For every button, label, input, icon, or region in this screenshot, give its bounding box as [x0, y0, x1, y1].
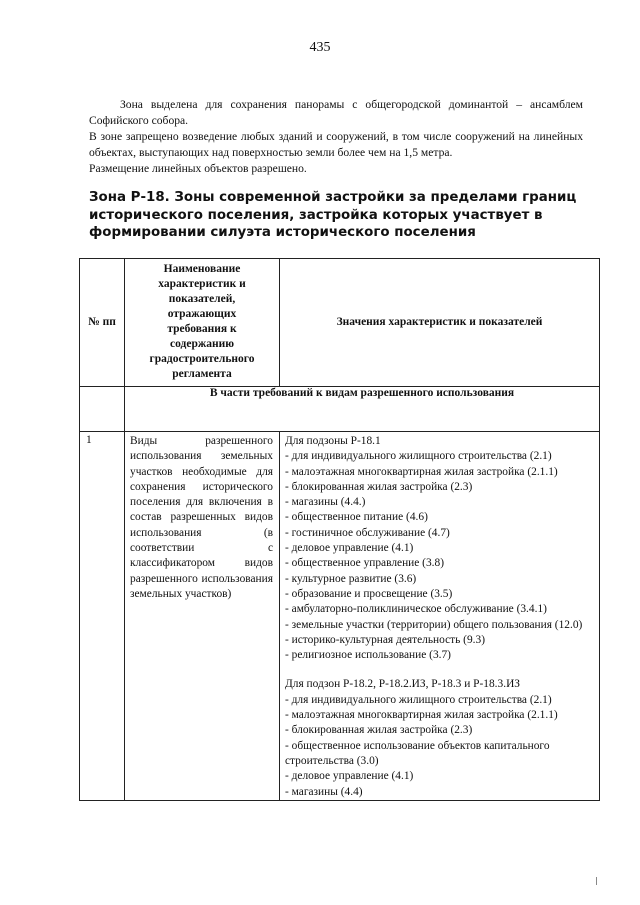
group1-list	[285, 449, 595, 663]
table-header-row	[80, 259, 600, 387]
zone-title: Зона Р-18. Зоны современной застройки за пределами границ исторического поселения, застройка которых участвует в формировании силуэта исторического поселения	[89, 190, 577, 240]
list-item: - религиозное использование (3.7)	[285, 649, 451, 662]
scan-mark	[596, 877, 597, 885]
list-item: - малоэтажная многоквартирная жилая застройка (2.1.1)	[285, 465, 558, 478]
row-number: 1	[80, 432, 125, 801]
list-item: - образование и просвещение (3.5)	[285, 587, 453, 600]
list-item: - деловое управление (4.1)	[285, 542, 414, 555]
section-empty-cell	[80, 387, 125, 432]
group1-title: Для подзоны Р-18.1	[285, 435, 381, 447]
list-item: - историко-культурная деятельность (9.3)	[285, 633, 485, 646]
list-item: - культурное развитие (3.6)	[285, 572, 417, 585]
row-name	[125, 432, 280, 801]
list-item: - деловое управление (4.1)	[285, 770, 414, 783]
intro-paragraph-2: В зоне запрещено возведение любых зданий и сооружений, в том числе сооружений на линейных объектах, выступающих над поверхностью земли более чем на 1,5 метра.	[89, 130, 583, 159]
intro-text	[89, 97, 583, 177]
list-item: - блокированная жилая застройка (2.3)	[285, 724, 473, 737]
intro-paragraph-1: Зона выделена для сохранения панорамы с общегородской доминантой – ансамблем Софийского собора.	[89, 98, 583, 127]
row-name-text: Виды разрешенного использования земельных участков необходимые для сохранения исторического поселения для включения в состав разрешенных видов использования (в соответствии с классификатором видов разрешенного использования земельных участков)	[130, 435, 273, 600]
list-item: - общественное управление (3.8)	[285, 557, 445, 570]
section-title: В части требований к видам разрешенного использования	[125, 387, 600, 432]
list-item: - магазины (4.4.)	[285, 496, 366, 509]
list-item: - магазины (4.4)	[285, 785, 363, 798]
group2-list	[285, 693, 595, 800]
list-item: - малоэтажная многоквартирная жилая застройка (2.1.1)	[285, 709, 558, 722]
list-item: - амбулаторно-поликлиническое обслуживание (3.4.1)	[285, 603, 547, 616]
list-item: - общественное использование объектов капитального строительства (3.0)	[285, 739, 550, 767]
list-item: - земельные участки (территории) общего пользования (12.0)	[285, 618, 583, 631]
list-item: - для индивидуального жилищного строительства (2.1)	[285, 450, 552, 463]
row-values	[280, 432, 600, 801]
page-number: 435	[309, 40, 331, 55]
group2-title: Для подзон Р-18.2, Р-18.2.ИЗ, Р-18.3 и Р-18.3.ИЗ	[285, 678, 520, 691]
intro-paragraph-3: Размещение линейных объектов разрешено.	[89, 162, 307, 175]
list-item: - для индивидуального жилищного строительства (2.1)	[285, 693, 552, 706]
list-item: - общественное питание (4.6)	[285, 511, 428, 524]
header-name: Наименование характеристик и показателей, отражающих требования к содержанию градостроительного регламента	[125, 259, 280, 387]
header-values: Значения характеристик и показателей	[280, 259, 600, 387]
group-spacer	[285, 663, 595, 677]
list-item: - гостиничное обслуживание (4.7)	[285, 526, 450, 539]
header-num: № пп	[80, 259, 125, 387]
list-item: - блокированная жилая застройка (2.3)	[285, 480, 473, 493]
table-row	[80, 432, 600, 801]
section-row	[80, 387, 600, 432]
regulation-table	[79, 258, 600, 801]
